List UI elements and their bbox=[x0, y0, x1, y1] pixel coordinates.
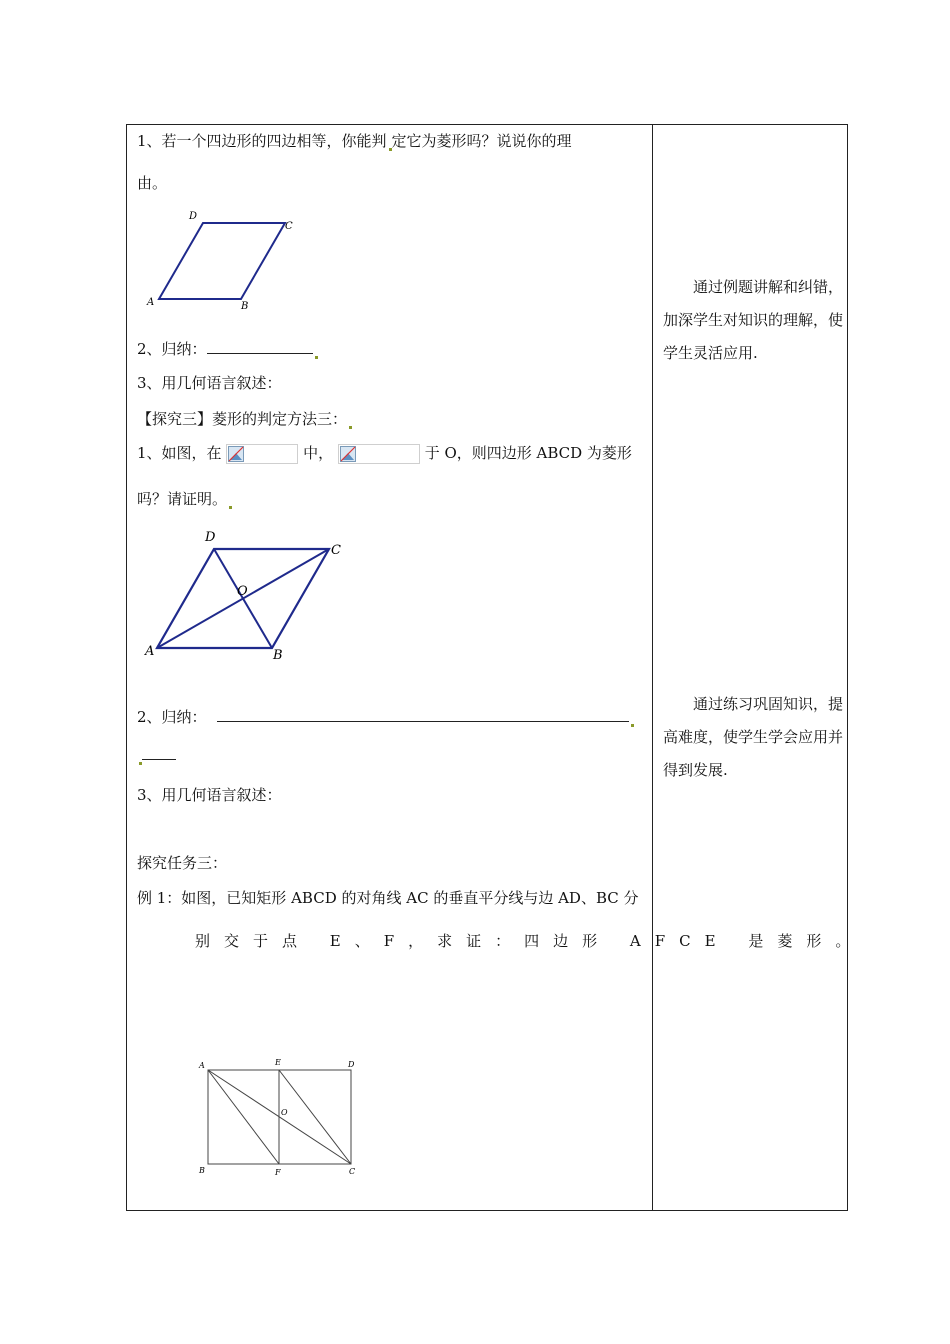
label-o: O bbox=[281, 1108, 288, 1117]
label-c: C bbox=[285, 221, 293, 232]
mark-dot bbox=[349, 426, 352, 429]
item1-text-b: 中， bbox=[303, 444, 334, 462]
segment-ec bbox=[279, 1070, 351, 1164]
explore3-title: 【探究三】菱形的判定方法三： bbox=[137, 410, 348, 428]
item1-text-d: 吗？请证明。 bbox=[137, 490, 228, 508]
label-b: B bbox=[273, 648, 283, 663]
mark-dot bbox=[631, 724, 634, 727]
formula-image-placeholder bbox=[338, 444, 420, 464]
explore3-item1-cont bbox=[137, 489, 232, 509]
example1-line2: 别交于点 E、F，求证：四边形 AFCE 是菱形。 bbox=[195, 932, 865, 950]
segment-af bbox=[208, 1070, 279, 1164]
label-o: O bbox=[237, 584, 248, 599]
label-d: D bbox=[348, 1060, 355, 1069]
label-c: C bbox=[331, 543, 341, 558]
item1-text-a: 1、如图，在 bbox=[137, 444, 222, 462]
label-a: A bbox=[199, 1061, 205, 1070]
side-note-1 bbox=[663, 271, 843, 370]
answer-blank[interactable] bbox=[207, 339, 313, 354]
answer-blank[interactable] bbox=[142, 745, 176, 760]
rhombus-figure bbox=[139, 205, 319, 315]
label-a: A bbox=[145, 644, 155, 659]
item1-text-c: 于 O，则四边形 ABCD 为菱形 bbox=[424, 444, 632, 462]
label-f: F bbox=[275, 1168, 281, 1177]
mark-dot bbox=[229, 506, 232, 509]
q2-line bbox=[137, 339, 318, 359]
side-note-1-text: 通过例题讲解和纠错，加深学生对知识的理解，使学生灵活应用. bbox=[663, 278, 844, 362]
answer-blank[interactable] bbox=[217, 707, 629, 722]
item2-label: 2、归纳： bbox=[137, 708, 207, 726]
explore3-heading bbox=[137, 409, 352, 429]
label-e: E bbox=[275, 1058, 281, 1067]
broken-image-icon bbox=[228, 446, 244, 462]
mark-dot bbox=[139, 762, 142, 765]
q1-text-b: 定它为菱形吗？说说你的理 bbox=[391, 132, 572, 150]
explore3-item3: 3、用几何语言叙述： bbox=[137, 786, 282, 804]
q2-label: 2、归纳： bbox=[137, 340, 207, 358]
label-d: D bbox=[189, 211, 198, 222]
side-note-2 bbox=[663, 688, 843, 787]
lesson-table bbox=[126, 124, 865, 1211]
rhombus-shape bbox=[159, 223, 285, 299]
rhombus-diagonals-figure bbox=[139, 525, 369, 665]
label-b: B bbox=[199, 1166, 205, 1175]
q3-label: 3、用几何语言叙述： bbox=[137, 374, 282, 392]
label-a: A bbox=[147, 297, 155, 308]
explore3-item1 bbox=[137, 443, 632, 464]
task3-heading: 探究任务三： bbox=[137, 854, 228, 872]
explore3-item2 bbox=[137, 707, 634, 727]
label-c: C bbox=[349, 1167, 356, 1176]
mark-dot bbox=[315, 356, 318, 359]
broken-image-icon bbox=[340, 446, 356, 462]
q1-line2: 由。 bbox=[137, 174, 168, 192]
label-d: D bbox=[205, 530, 216, 545]
q1-text-a: 1、若一个四边形的四边相等，你能判 bbox=[137, 132, 387, 150]
example1-line1: 例 1：如图，已知矩形 ABCD 的对角线 AC 的垂直平分线与边 AD、BC 分 bbox=[137, 889, 639, 907]
q1-line1 bbox=[137, 131, 572, 151]
column-divider bbox=[652, 125, 653, 1210]
explore3-item2-cont bbox=[137, 745, 176, 765]
label-b: B bbox=[241, 301, 249, 312]
formula-image-placeholder bbox=[226, 444, 298, 464]
rectangle-figure bbox=[193, 1055, 373, 1180]
side-note-2-text: 通过练习巩固知识，提高难度，使学生学会应用并得到发展. bbox=[663, 695, 844, 779]
